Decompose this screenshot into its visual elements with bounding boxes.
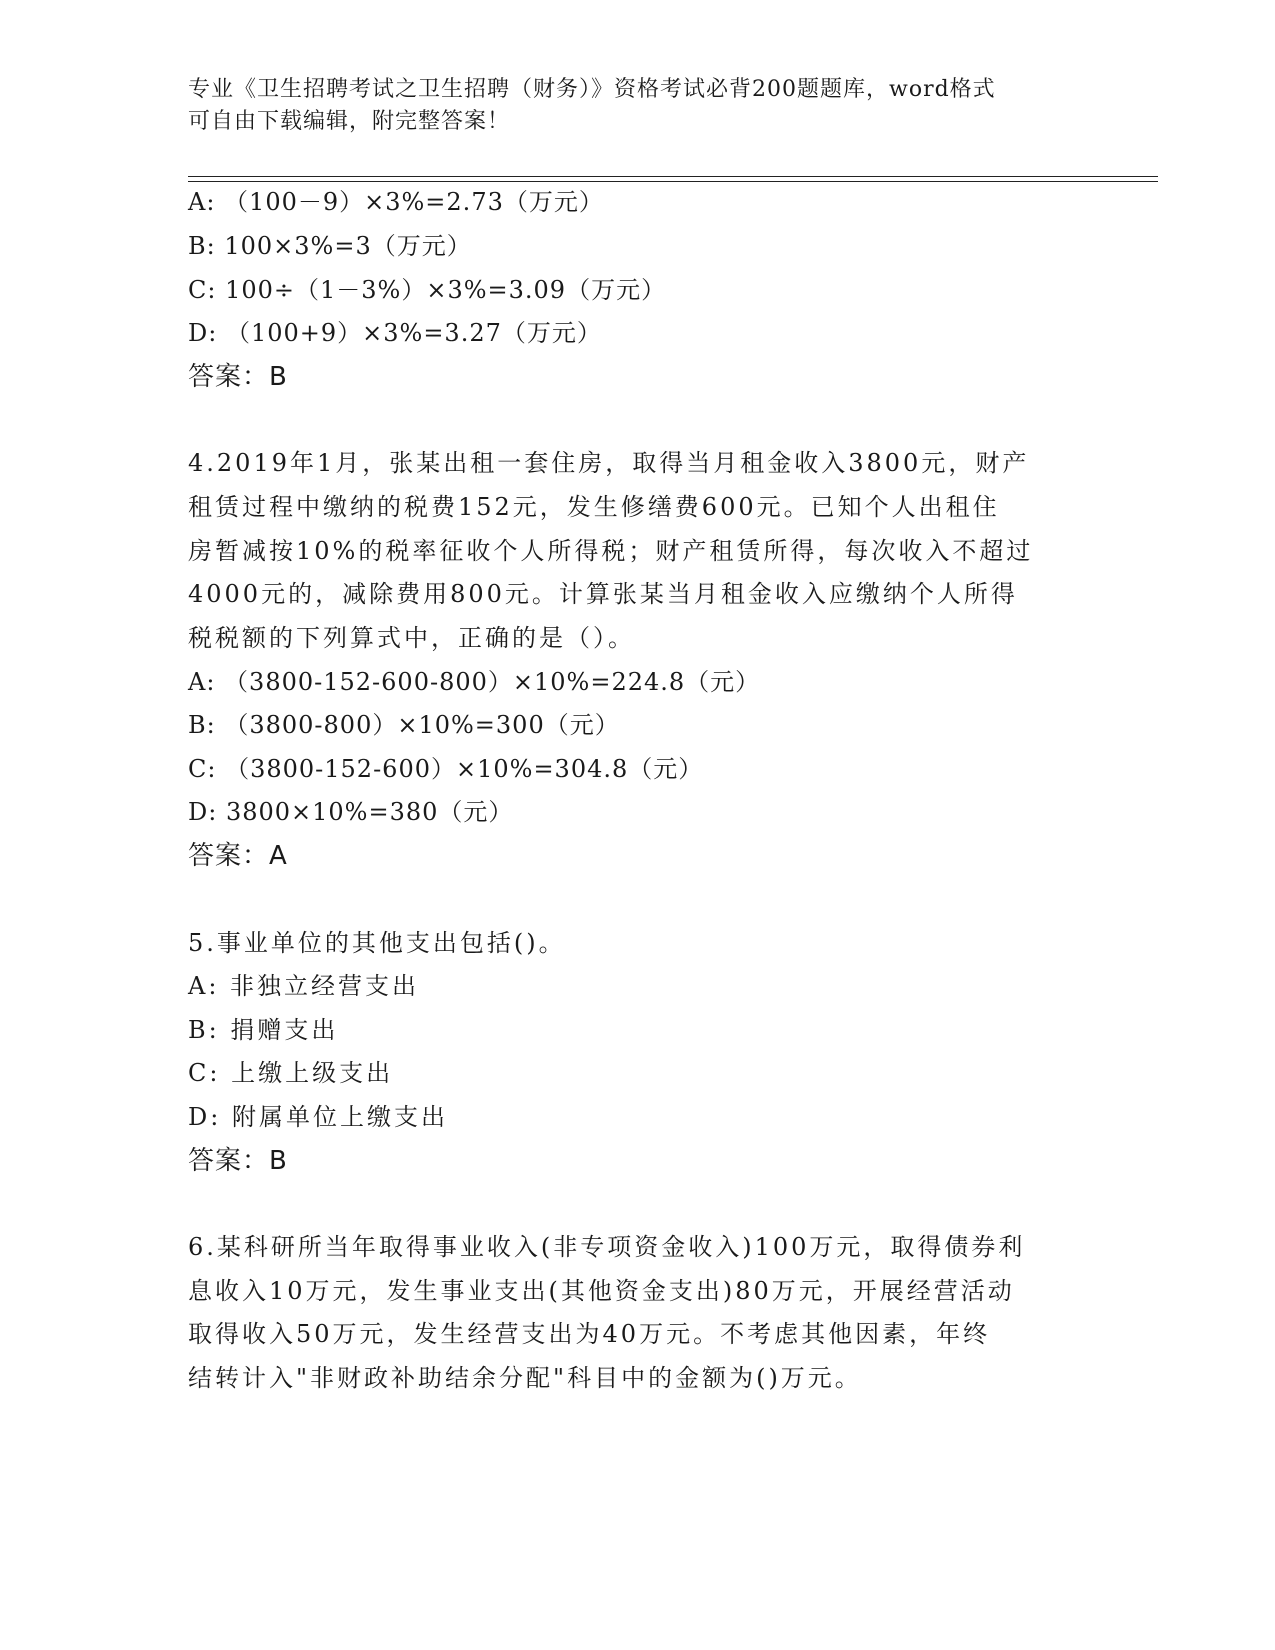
q3-option-b: B: 100×3%=3（万元） [188, 232, 472, 260]
document-header [188, 74, 1088, 138]
q6-stem-line-4: 结转计入"非财政补助结余分配"科目中的金额为()万元。 [188, 1364, 862, 1392]
q5-option-c: C: 上缴上级支出 [188, 1059, 394, 1087]
q4-stem-line-2: 租赁过程中缴纳的税费152元，发生修缮费600元。已知个人出租住 [188, 493, 1000, 521]
q4-stem-line-1: 4.2019年1月，张某出租一套住房，取得当月租金收入3800元，财产 [188, 449, 1030, 477]
q4-stem-line-5: 税税额的下列算式中，正确的是（）。 [188, 624, 635, 652]
q3-option-d: D: （100+9）×3%=3.27（万元） [188, 319, 602, 347]
q6-stem-line-2: 息收入10万元，发生事业支出(其他资金支出)80万元，开展经营活动 [188, 1277, 1015, 1305]
q6-stem-line-1: 6.某科研所当年取得事业收入(非专项资金收入)100万元，取得债券利 [188, 1233, 1026, 1261]
q4-option-a: A: （3800-152-600-800）×10%=224.8（元） [188, 668, 761, 696]
header-title-line-2: 可自由下载编辑，附完整答案！ [188, 109, 511, 134]
q4-answer: 答案：A [188, 841, 288, 871]
q3-option-a: A: （100－9）×3%=2.73（万元） [188, 188, 604, 216]
q5-option-d: D: 附属单位上缴支出 [188, 1103, 448, 1131]
q5-answer: 答案：B [188, 1146, 288, 1176]
q4-stem-line-3: 房暂减按10%的税率征收个人所得税；财产租赁所得，每次收入不超过 [188, 537, 1034, 565]
header-divider-top [188, 176, 1158, 177]
q5-option-a: A: 非独立经营支出 [188, 972, 420, 1000]
header-title-line-1: 专业《卫生招聘考试之卫生招聘（财务）》资格考试必背200题题库，word格式 [188, 77, 996, 102]
q6-stem-line-3: 取得收入50万元，发生经营支出为40万元。不考虑其他因素，年终 [188, 1320, 991, 1348]
q3-answer: 答案：B [188, 362, 288, 392]
q3-option-c: C: 100÷（1－3%）×3%=3.09（万元） [188, 276, 667, 304]
header-divider-bottom [188, 181, 1158, 182]
q5-option-b: B: 捐赠支出 [188, 1016, 339, 1044]
q5-stem: 5.事业单位的其他支出包括()。 [188, 929, 566, 957]
q4-stem-line-4: 4000元的，减除费用800元。计算张某当月租金收入应缴纳个人所得 [188, 580, 1018, 608]
q4-option-b: B: （3800-800）×10%=300（元） [188, 711, 620, 739]
q4-option-c: C: （3800-152-600）×10%=304.8（元） [188, 755, 704, 783]
q4-option-d: D: 3800×10%=380（元） [188, 798, 514, 826]
